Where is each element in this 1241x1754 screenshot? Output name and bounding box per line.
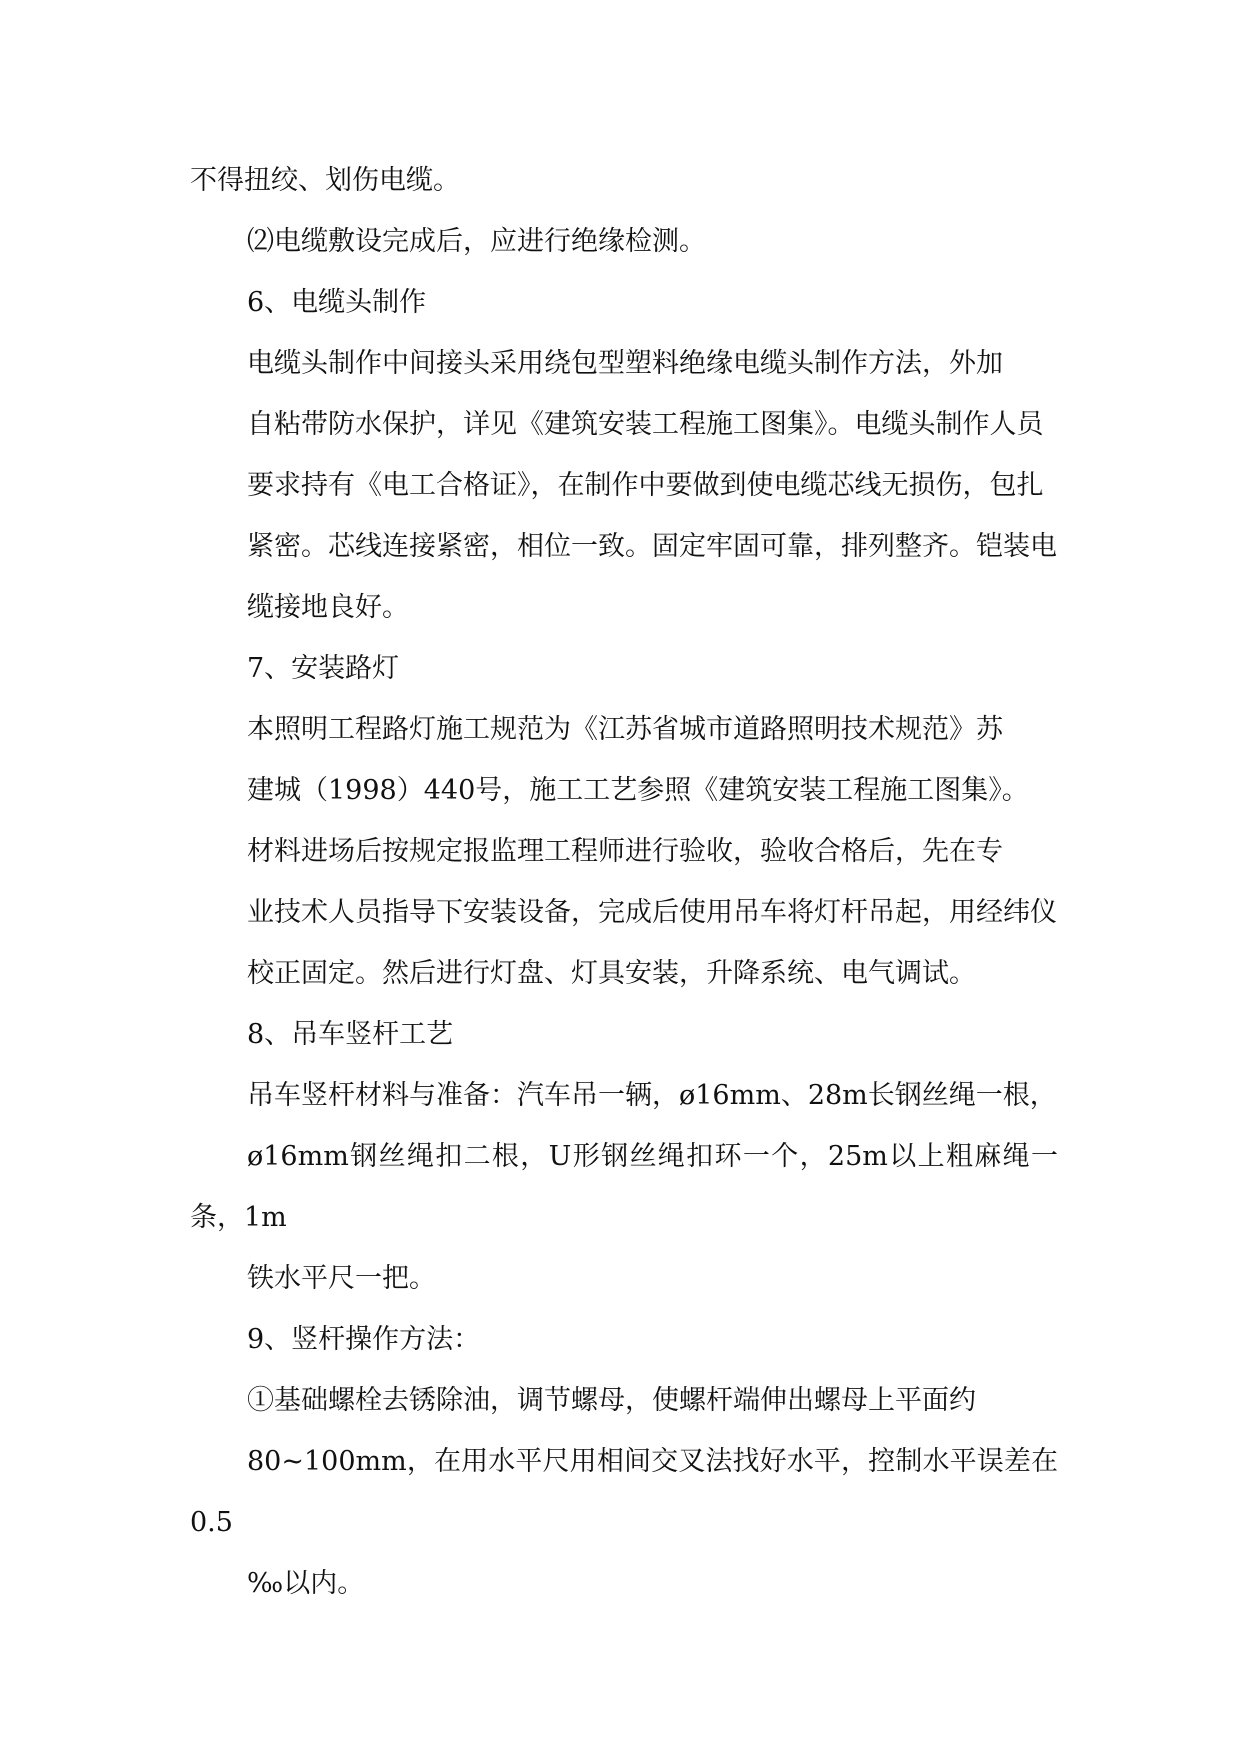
paragraph-foundation-bolts: [190, 1370, 1058, 1614]
text-line: 校正固定。然后进行灯盘、灯具安装，升降系统、电气调试。: [247, 958, 976, 989]
text-line: 建城（1998）440号，施工工艺参照《建筑安装工程施工图集》。: [247, 775, 1029, 806]
text-line: 紧密。芯线连接紧密，相位一致。固定牢固可靠，排列整齐。铠装电: [247, 531, 1057, 562]
heading-pole-operation: [190, 1309, 1058, 1370]
text-line: 电缆头制作中间接头采用绕包型塑料绝缘电缆头制作方法，外加: [247, 348, 1003, 379]
text-line: 自粘带防水保护，详见《建筑安装工程施工图集》。电缆头制作人员: [247, 409, 1044, 440]
paragraph-crane-materials: [190, 1065, 1058, 1309]
paragraph-insulation-test: [190, 211, 1058, 272]
paragraph-lighting-standard: [190, 699, 1058, 821]
text-line: 要求持有《电工合格证》，在制作中要做到使电缆芯线无损伤，包扎: [247, 470, 1044, 501]
text-line: ø16mm钢丝绳扣二根，U形钢丝绳扣环一个，25m以上粗麻绳一条，1m: [190, 1141, 1058, 1233]
paragraph-cable-head-method: [190, 333, 1058, 638]
text-line: ①基础螺栓去锈除油，调节螺母，使螺杆端伸出螺母上平面约: [247, 1385, 976, 1416]
text-line: 缆接地良好。: [247, 592, 409, 623]
text-line: ⑵电缆敷设完成后，应进行绝缘检测。: [247, 226, 706, 257]
paragraph-cable-damage: [190, 150, 1058, 211]
text-line: 9、竖杆操作方法：: [247, 1324, 481, 1355]
text-line: ‰以内。: [247, 1568, 365, 1599]
text-line: 铁水平尺一把。: [247, 1263, 436, 1294]
text-line: 8、吊车竖杆工艺: [247, 1019, 454, 1050]
text-line: 不得扭绞、划伤电缆。: [190, 165, 460, 196]
heading-crane-pole-process: [190, 1004, 1058, 1065]
text-line: 业技术人员指导下安装设备，完成后使用吊车将灯杆吊起，用经纬仪: [247, 897, 1057, 928]
heading-cable-head: [190, 272, 1058, 333]
text-line: 本照明工程路灯施工规范为《江苏省城市道路照明技术规范》苏: [247, 714, 1003, 745]
document-page: [190, 150, 1058, 1614]
text-line: 6、电缆头制作: [247, 287, 427, 318]
text-line: 80~100mm，在用水平尺用相间交叉法找好水平，控制水平误差在0.5: [190, 1446, 1058, 1538]
text-line: 吊车竖杆材料与准备：汽车吊一辆，ø16mm、28m长钢丝绳一根，: [247, 1080, 1057, 1111]
paragraph-material-acceptance: [190, 821, 1058, 1004]
text-line: 材料进场后按规定报监理工程师进行验收，验收合格后，先在专: [247, 836, 1003, 867]
text-line: 7、安装路灯: [247, 653, 400, 684]
heading-install-street-lights: [190, 638, 1058, 699]
